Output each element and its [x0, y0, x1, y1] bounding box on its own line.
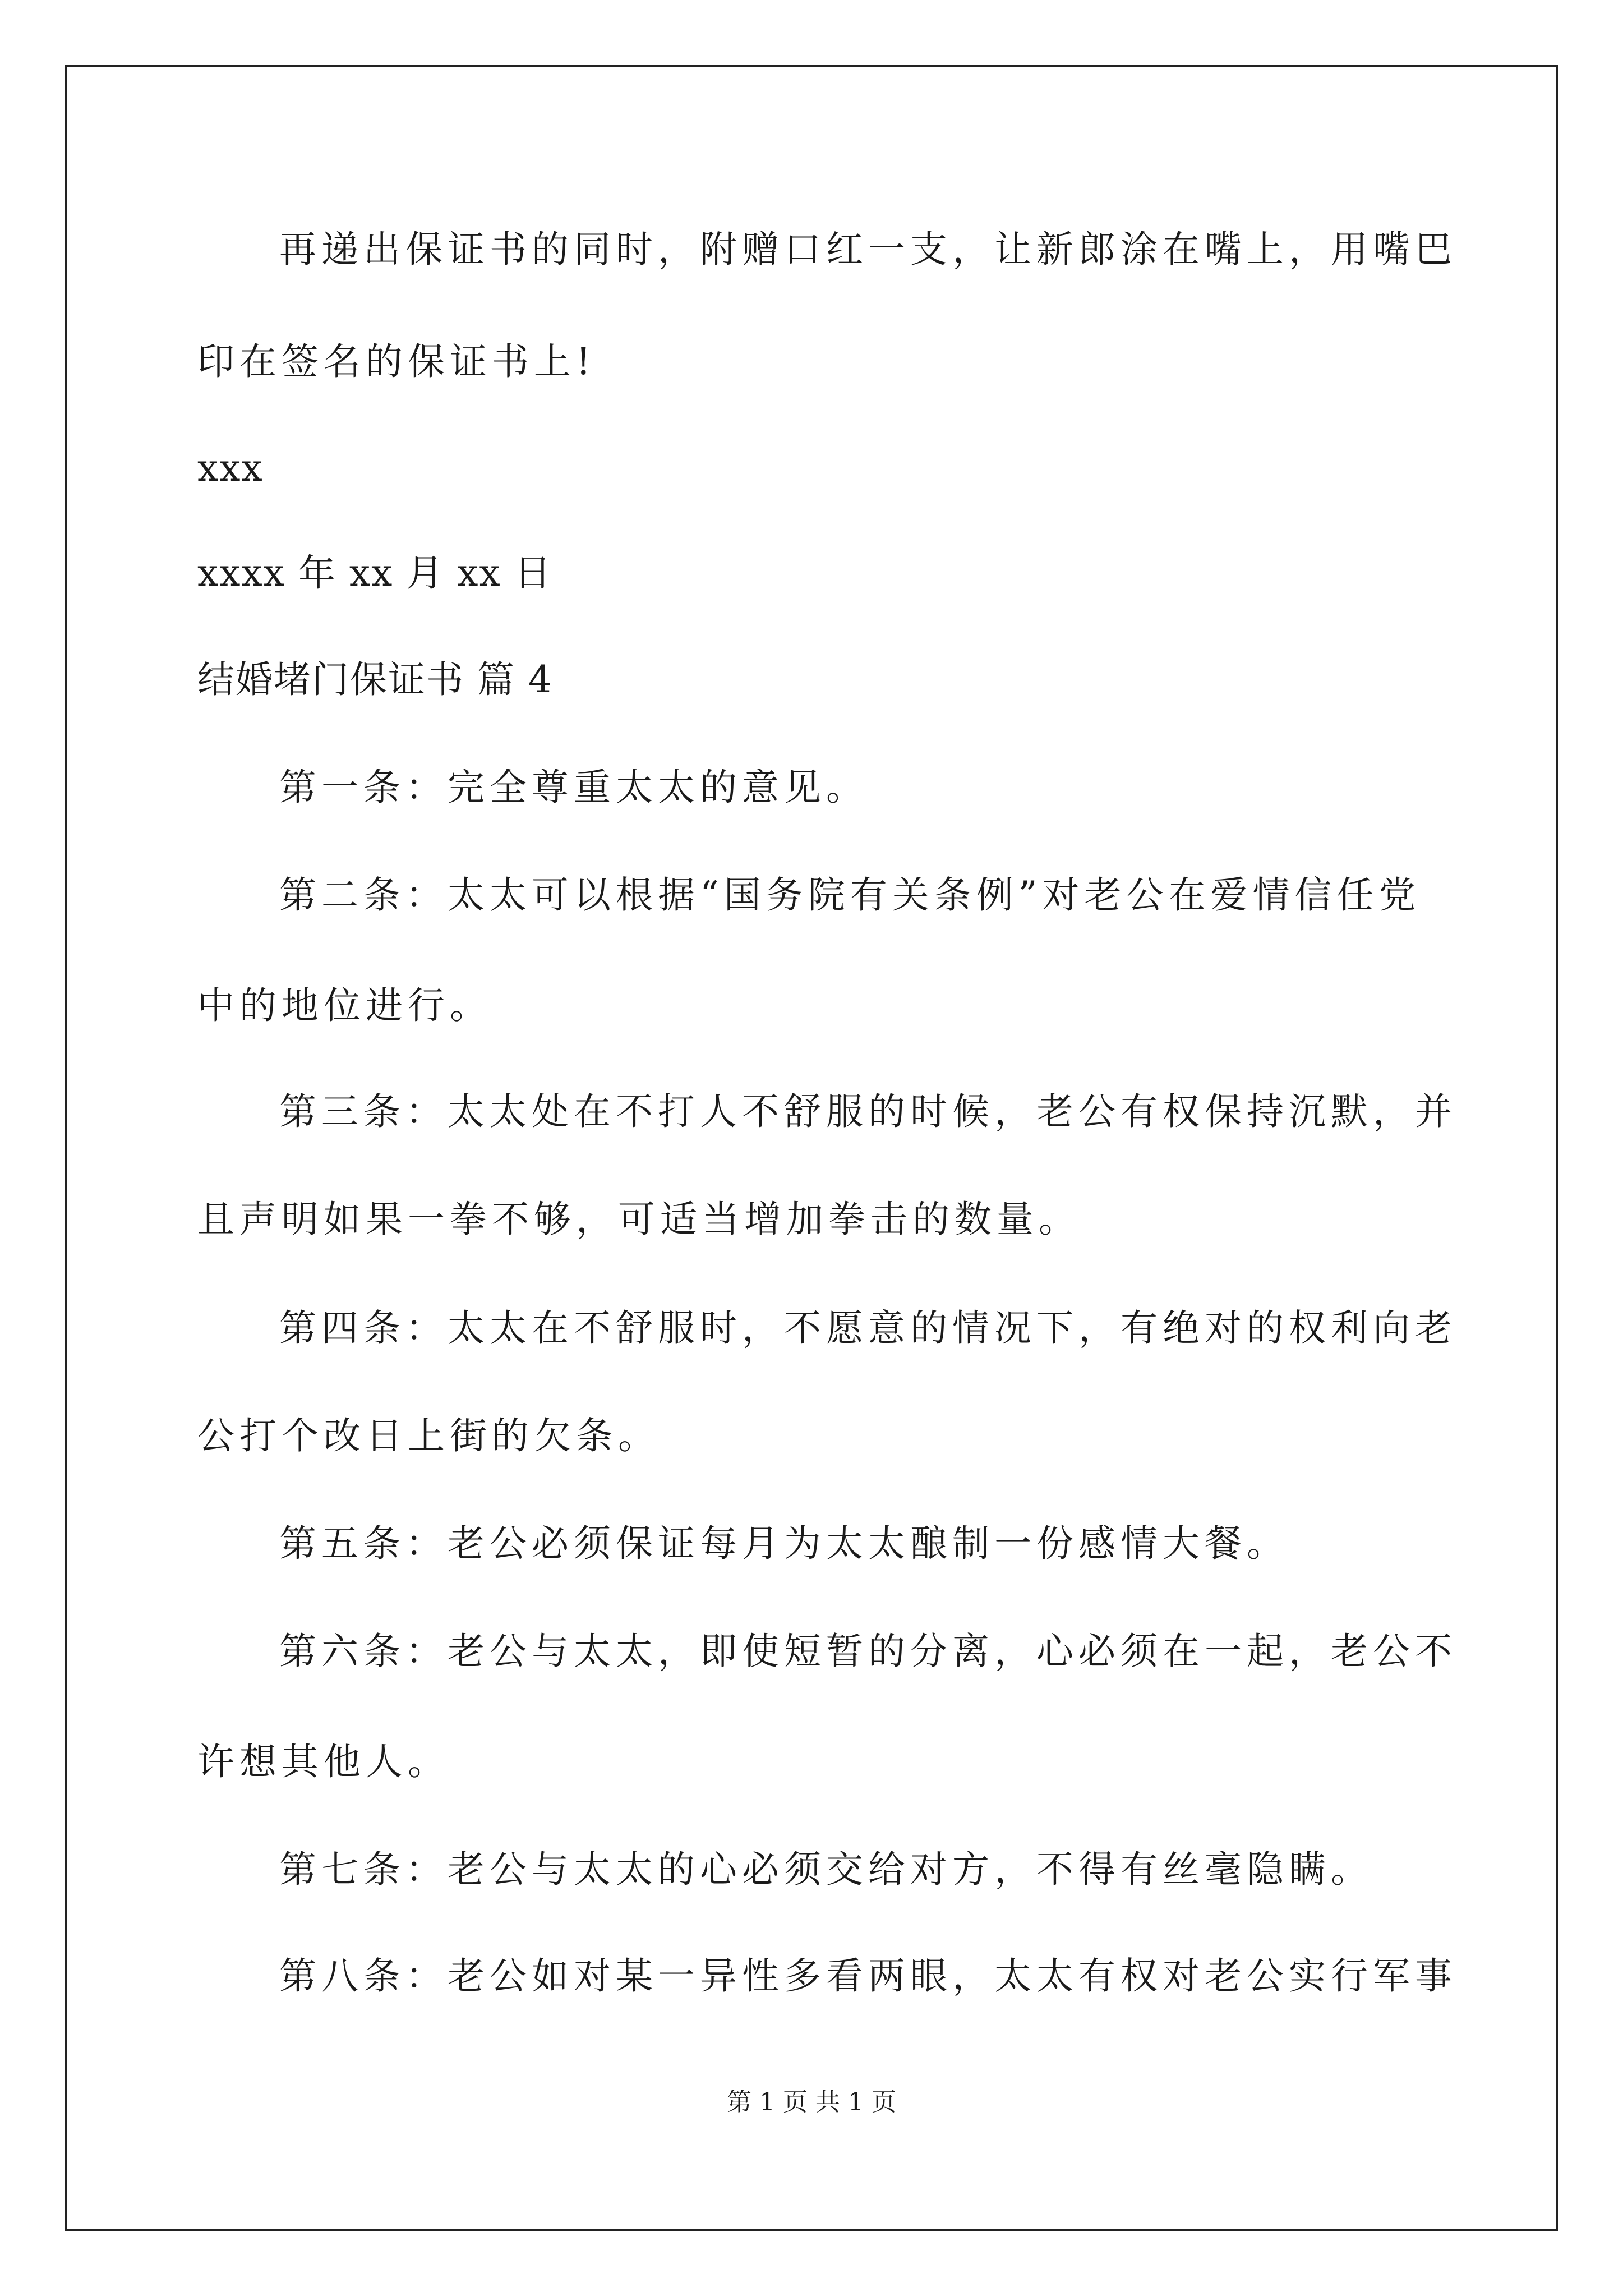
signature-name: xxx: [197, 447, 264, 490]
paragraph-line: 印在签名的保证书上!: [197, 340, 596, 383]
article-line: 且声明如果一拳不够，可适当增加拳击的数量。: [197, 1198, 1081, 1241]
article-line: 许想其他人。: [197, 1740, 450, 1783]
article-line: 中的地位进行。: [197, 984, 492, 1027]
article-line: 第三条：太太处在不打人不舒服的时候，老公有权保持沉默，并: [279, 1090, 1457, 1133]
article-line: 第二条：太太可以根据“国务院有关条例”对老公在爱情信任党: [279, 873, 1421, 917]
article-line: 第八条：老公如对某一异性多看两眼，太太有权对老公实行军事: [279, 1954, 1457, 1998]
article-line: 第一条：完全尊重太太的意见。: [279, 766, 868, 809]
article-line: 公打个改日上街的欠条。: [197, 1414, 660, 1457]
article-line: 第七条：老公与太太的心必须交给对方，不得有丝毫隐瞒。: [279, 1848, 1373, 1891]
page-border: [65, 65, 1558, 2231]
page-footer: 第 1 页 共 1 页: [727, 2088, 896, 2116]
section-heading: 结婚堵门保证书 篇 4: [197, 658, 553, 701]
paragraph-line: 再递出保证书的同时，附赠口红一支，让新郎涂在嘴上，用嘴巴: [279, 228, 1457, 271]
article-line: 第四条：太太在不舒服时，不愿意的情况下，有绝对的权利向老: [279, 1306, 1457, 1350]
signature-date: xxxx 年 xx 月 xx 日: [197, 551, 552, 595]
article-line: 第五条：老公必须保证每月为太太酿制一份感情大餐。: [279, 1522, 1289, 1565]
article-line: 第六条：老公与太太，即使短暂的分离，心必须在一起，老公不: [279, 1630, 1457, 1673]
